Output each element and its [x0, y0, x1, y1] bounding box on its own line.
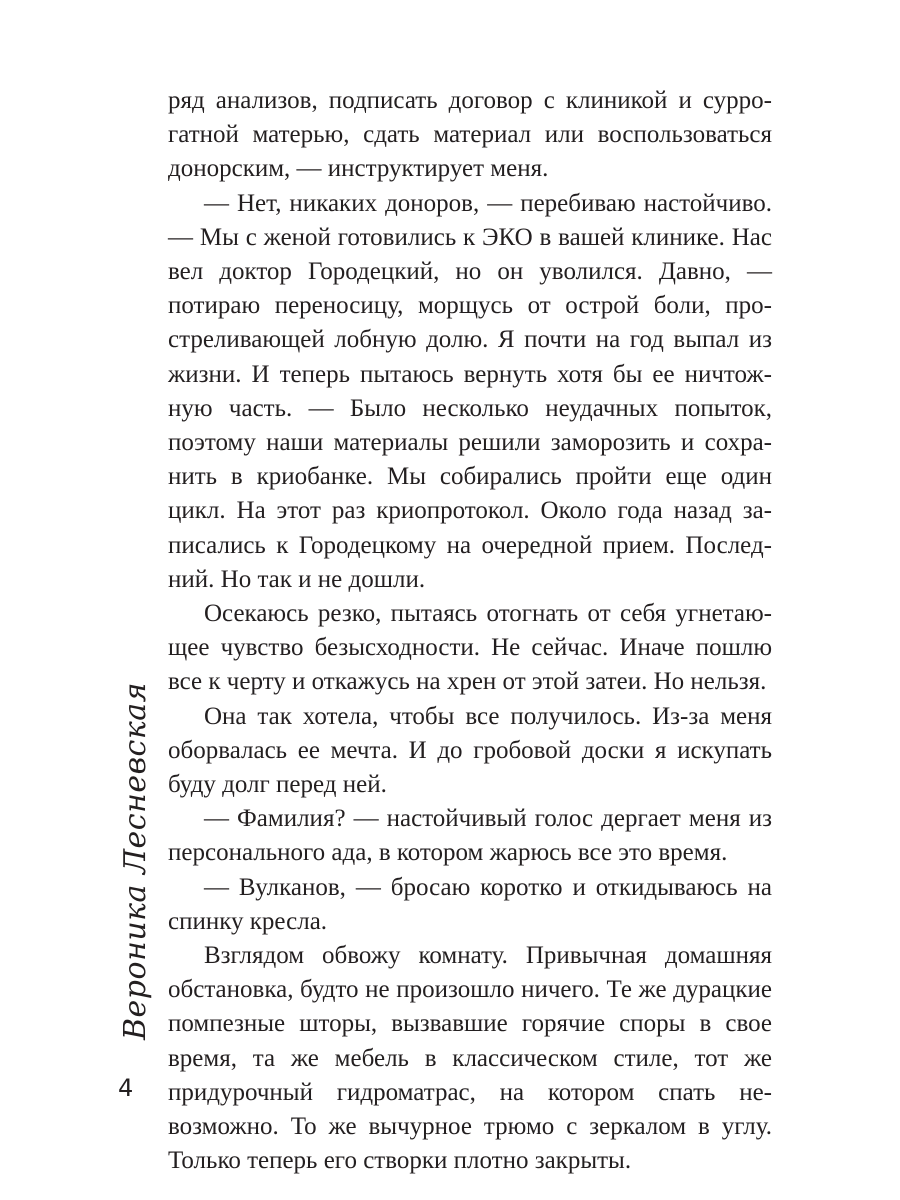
paragraph: ряд анализов, подписать договор с клиникой и суррогатной матерью, сдать материал или воспользоваться донорским, — инструктирует меня. [168, 87, 772, 183]
body-text [168, 84, 772, 1179]
author-signature: Вероника Лесневская [118, 681, 153, 1040]
paragraph: Она так хотела, чтобы все получилось. Из-за меня оборвалась ее мечта. И до гробовой доски я искупать буду долг перед ней. [168, 702, 772, 799]
paragraph: Взглядом обвожу комнату. Привычная домашняя обстановка, будто не произошло ничего. Те же дурацкие помпезные шторы, вызвавшие горячие споры в свое время, та же мебель в классическом стиле, тот же придурочный гидроматрас, на котором спать невозможно. То же вычурное трюмо с зеркалом в углу. Только теперь его створки плотно закрыты. [168, 942, 772, 1175]
paragraph: Осекаюсь резко, пытаясь отогнать от себя угнетающее чувство безысходности. Не сейчас. Иначе пошлю все к черту и откажусь на хрен от этой затеи. Но нельзя. [168, 600, 772, 696]
page-number: 4 [118, 1074, 134, 1102]
paragraph: — Фамилия? — настойчивый голос дергает меня из персонального ада, в котором жарюсь все это время. [168, 805, 772, 867]
paragraph: — Вулканов, — бросаю коротко и откидываюсь на спинку кресла. [168, 873, 772, 935]
paragraph: — Нет, никаких доноров, — перебиваю настойчиво. — Мы с женой готовились к ЭКО в вашей клинике. Нас вел доктор Городецкий, но он уволился. Давно, — потираю переносицу, морщусь от острой боли, простреливающей лобную долю. Я почти на год выпал из жизни. И теперь пытаюсь вернуть хотя бы ее ничтожную часть. — Было несколько неудачных попыток, поэтому наши материалы решили заморозить и сохранить в криобанке. Мы собирались пройти еще один цикл. На этот раз криопротокол. Около года назад записались к Городецкому на очередной прием. Последний. Но так и не дошли. [168, 189, 772, 593]
